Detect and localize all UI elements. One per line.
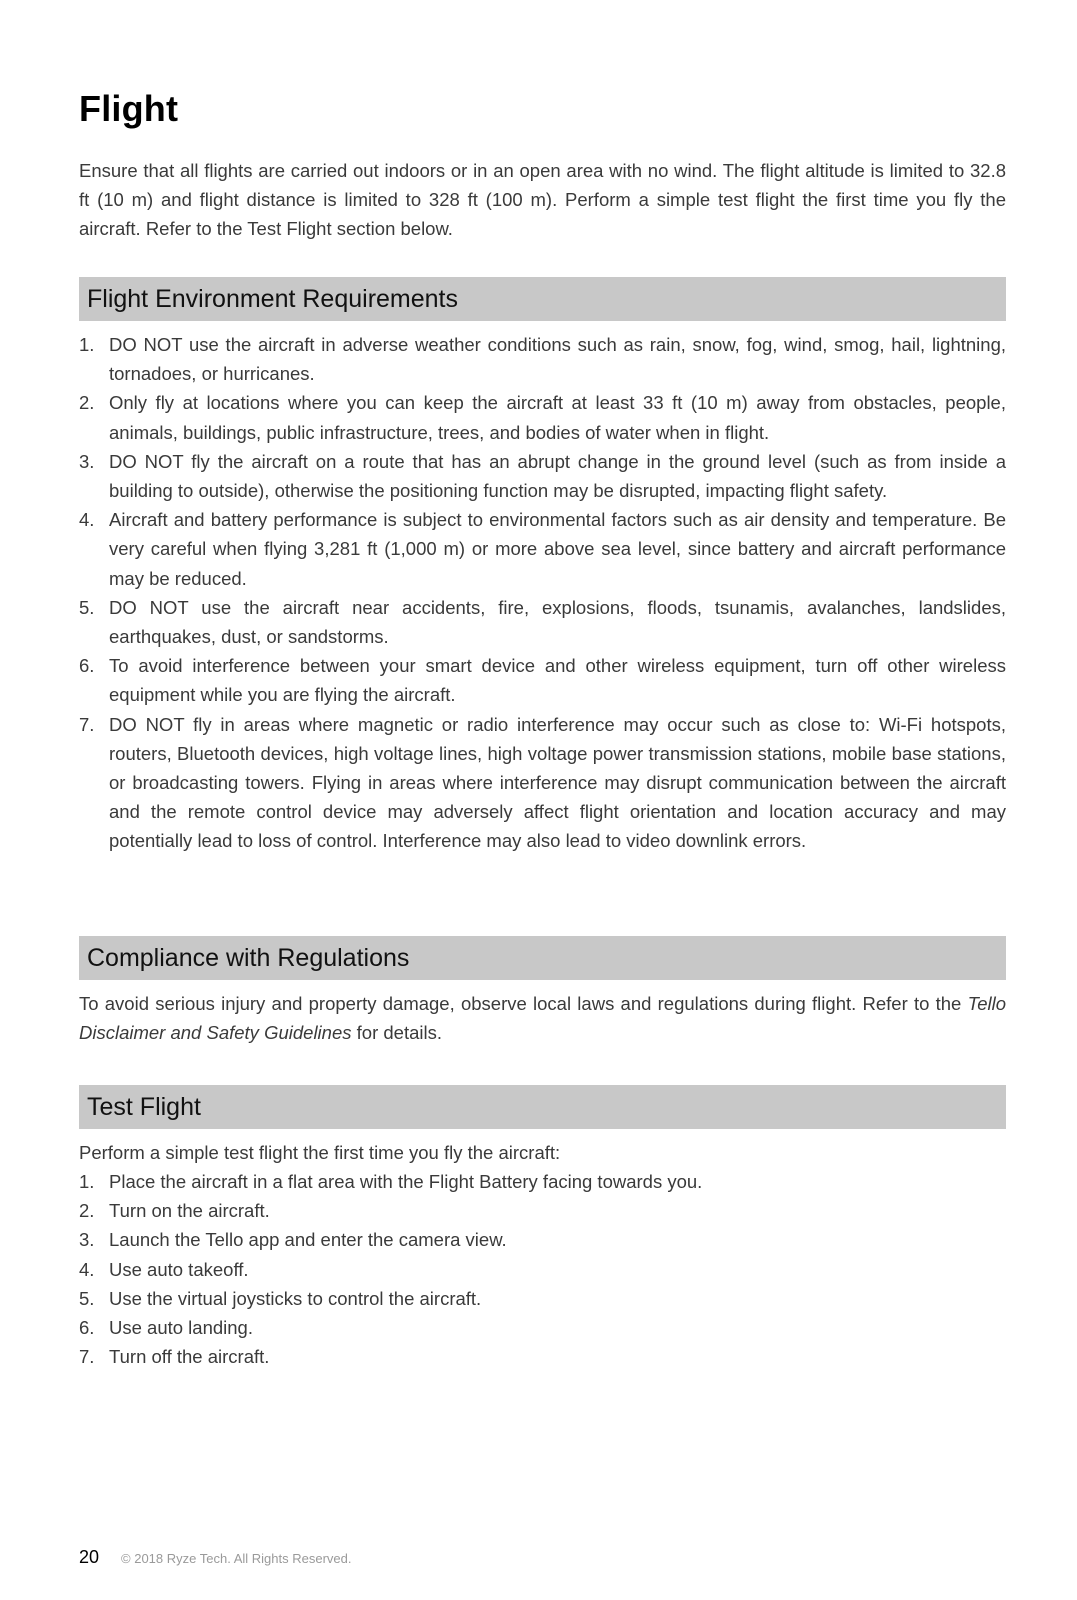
test-flight-list	[79, 1167, 1006, 1371]
list-item: 5. Use the virtual joysticks to control the aircraft.	[79, 1287, 482, 1309]
section-heading-environment: Flight Environment Requirements	[79, 277, 1006, 321]
list-item: 4. Aircraft and battery performance is subject to environmental factors such as air density and temperature. Be very careful when flying 3,281 ft (1,000 m) or more above sea level, since battery and aircraft performance may be reduced.	[79, 509, 1006, 589]
list-item: 2. Only fly at locations where you can keep the aircraft at least 33 ft (10 m) away from obstacles, people, animals, buildings, public infrastructure, trees, and bodies of water when in flight.	[79, 392, 1006, 443]
intro-paragraph: Ensure that all flights are carried out indoors or in an open area with no wind. The flight altitude is limited to 32.8 ft (10 m) and flight distance is limited to 328 ft (100 m). Perform a simple test flight the first time you fly the aircraft. Refer to the Test Flight section below.	[79, 160, 1006, 240]
list-item: 1. Place the aircraft in a flat area with the Flight Battery facing towards you.	[79, 1171, 703, 1192]
list-item: 7. Turn off the aircraft.	[79, 1346, 270, 1368]
list-item: 1. DO NOT use the aircraft in adverse weather conditions such as rain, snow, fog, wind, smog, hail, lightning, tornadoes, or hurricanes.	[79, 334, 1006, 385]
compliance-paragraph: To avoid serious injury and property damage, observe local laws and regulations during flight. Refer to the Tello Disclaimer and Safety Guidelines for details.	[79, 993, 1006, 1044]
list-item: 4. Use auto takeoff.	[79, 1258, 249, 1280]
section-heading-test-flight: Test Flight	[79, 1085, 1006, 1129]
list-item: 6. Use auto landing.	[79, 1317, 253, 1339]
environment-list	[79, 330, 1006, 856]
section-heading-compliance: Compliance with Regulations	[79, 936, 1006, 980]
list-item: 7. DO NOT fly in areas where magnetic or radio interference may occur such as close to: Wi-Fi hotspots, routers, Bluetooth devices, high voltage lines, high voltage power transmission stations, mobile base stations, or broadcasting towers. Flying in areas where interference may disrupt communication between the aircraft and the remote control device may adversely affect flight orientation and location accuracy and may potentially lead to loss of control. Interference may also lead to video downlink errors.	[79, 713, 1006, 852]
copyright-notice: © 2018 Ryze Tech. All Rights Reserved.	[121, 1551, 352, 1566]
test-flight-lead: Perform a simple test flight the first time you fly the aircraft:	[79, 1142, 561, 1163]
page-number: 20	[79, 1547, 100, 1567]
guidelines-title: Tello Disclaimer and Safety Guidelines	[79, 993, 1006, 1044]
page-footer	[79, 1547, 351, 1568]
list-item: 6. To avoid interference between your smart device and other wireless equipment, turn off other wireless equipment while you are flying the aircraft.	[79, 655, 1006, 706]
list-item: 3. Launch the Tello app and enter the camera view.	[79, 1229, 507, 1251]
list-item: 5. DO NOT use the aircraft near accidents, fire, explosions, floods, tsunamis, avalanches, landslides, earthquakes, dust, or sandstorms.	[79, 596, 1006, 648]
page-title: Flight	[79, 88, 179, 129]
list-item: 3. DO NOT fly the aircraft on a route that has an abrupt change in the ground level (such as from inside a building to outside), otherwise the positioning function may be disrupted, impacting flight safety.	[79, 450, 1006, 502]
list-item: 2. Turn on the aircraft.	[79, 1200, 270, 1222]
